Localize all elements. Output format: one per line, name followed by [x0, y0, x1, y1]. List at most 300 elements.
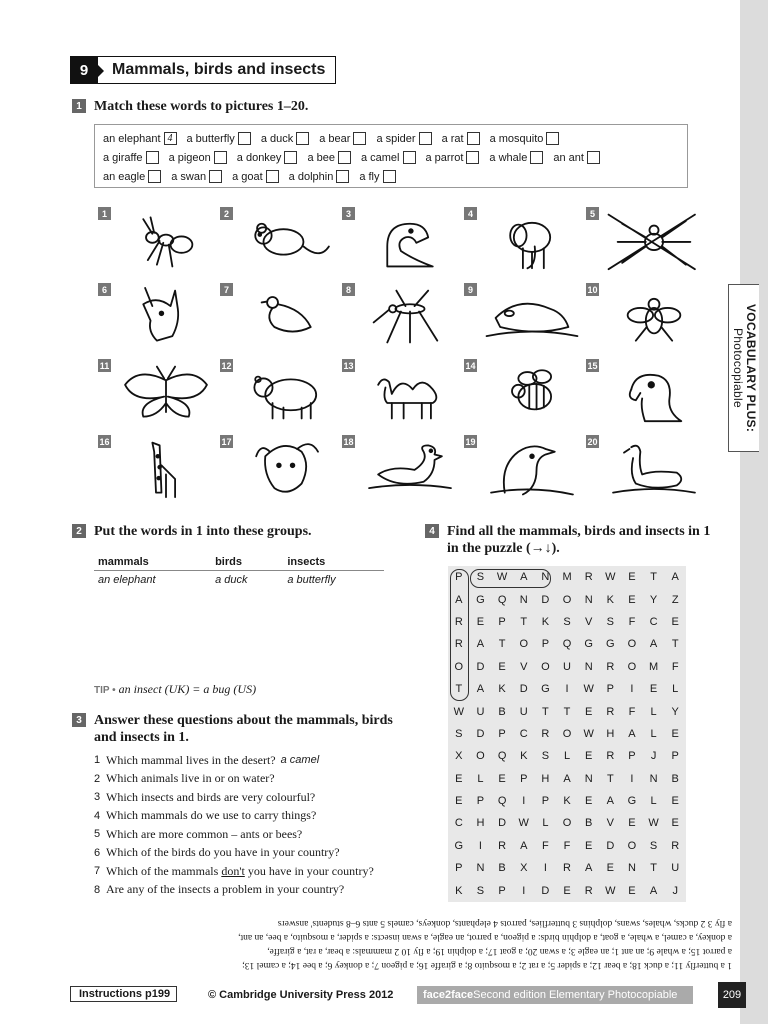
puzzle-letter[interactable]: A: [649, 884, 658, 897]
puzzle-letter[interactable]: V: [606, 817, 614, 830]
puzzle-letter[interactable]: N: [519, 593, 528, 606]
puzzle-letter[interactable]: W: [583, 727, 594, 740]
question-number: 2: [94, 772, 101, 785]
puzzle-letter[interactable]: H: [476, 817, 485, 830]
picture-number: 5: [586, 207, 599, 220]
picture-12: [220, 359, 336, 427]
answer-box[interactable]: [146, 151, 159, 164]
puzzle-letter[interactable]: A: [455, 593, 463, 606]
word-item: [489, 151, 543, 164]
picture-number: 15: [587, 360, 598, 371]
puzzle-letter[interactable]: T: [606, 772, 614, 785]
puzzle-letter[interactable]: B: [498, 705, 506, 718]
groups-header-insects: insects: [283, 554, 384, 571]
puzzle-letter[interactable]: F: [563, 839, 571, 852]
word-label: a swan: [171, 170, 207, 183]
puzzle-letter[interactable]: N: [541, 571, 550, 584]
puzzle-letter[interactable]: J: [672, 884, 678, 897]
puzzle-letter[interactable]: E: [584, 750, 593, 763]
answer-box[interactable]: [209, 170, 222, 183]
puzzle-letter[interactable]: E: [649, 683, 658, 696]
puzzle-letter[interactable]: F: [542, 839, 549, 852]
puzzle-row: [448, 790, 686, 812]
mosquito-icon: [360, 283, 460, 351]
puzzle-letter[interactable]: A: [671, 571, 679, 584]
puzzle-letter[interactable]: U: [476, 705, 485, 718]
puzzle-letter[interactable]: W: [605, 571, 616, 584]
puzzle-letter[interactable]: G: [606, 638, 615, 651]
puzzle-row: [448, 633, 686, 655]
ant-icon: [116, 207, 216, 275]
duck-icon: [360, 435, 460, 503]
puzzle-letter[interactable]: S: [606, 615, 614, 628]
picture-11: [98, 359, 214, 427]
question-number: 3: [94, 791, 101, 804]
puzzle-letter[interactable]: I: [630, 683, 634, 696]
puzzle-letter[interactable]: M: [649, 660, 659, 673]
word-label: a giraffe: [103, 151, 143, 164]
question-number: 4: [94, 809, 101, 822]
picture-number: 2: [220, 207, 233, 220]
puzzle-letter[interactable]: K: [455, 884, 463, 897]
picture-2: [220, 207, 336, 275]
ex4-instruction: Find all the mammals, birds and insects in 1 in the puzzle (→↓).: [447, 524, 711, 556]
puzzle-letter[interactable]: R: [606, 660, 615, 673]
puzzle-letter[interactable]: H: [606, 727, 615, 740]
word-item: [553, 151, 600, 164]
puzzle-letter[interactable]: K: [520, 750, 528, 763]
answer-box[interactable]: [284, 151, 297, 164]
picture-number: 18: [343, 436, 354, 447]
question-number: 1: [94, 754, 101, 767]
puzzle-letter[interactable]: T: [671, 638, 679, 651]
ex1-instruction: Match these words to pictures 1–20.: [94, 99, 309, 114]
word-item: [171, 170, 222, 183]
picture-number: 8: [342, 283, 355, 296]
ex3-number: 3: [72, 713, 86, 727]
picture-15: [586, 359, 702, 427]
puzzle-letter[interactable]: O: [519, 638, 529, 651]
puzzle-letter[interactable]: P: [520, 772, 528, 785]
puzzle-letter[interactable]: C: [649, 615, 658, 628]
picture-number: 1: [98, 207, 111, 220]
picture-10: [586, 283, 702, 351]
goat-icon: [238, 435, 338, 503]
puzzle-letter[interactable]: P: [498, 884, 506, 897]
answer-box[interactable]: [353, 132, 366, 145]
puzzle-letter[interactable]: A: [476, 638, 485, 651]
picture-number: 10: [587, 284, 598, 295]
puzzle-letter[interactable]: D: [606, 839, 615, 852]
puzzle-letter[interactable]: N: [476, 862, 485, 875]
answer-line: a parrot 15; a whale 9; an ant 1; an eagle 3; a swan 20; a goat 17; a dolphin 19; a fly 10 2 mammals: a bear, a rat, a giraffe,: [267, 946, 732, 956]
puzzle-letter[interactable]: E: [671, 727, 679, 740]
answer-box[interactable]: [338, 151, 351, 164]
answer-box[interactable]: [336, 170, 349, 183]
answer-line: a donkey, a camel, a whale, a goat, a dolphin birds: a pigeon, a parrot, an eagle, a swan insects: a spider, a mosquito, a bee, an ant,: [238, 932, 732, 942]
word-label: a pigeon: [168, 151, 211, 164]
tip-label: TIP •: [94, 685, 116, 696]
question-text: Which of the mammals: [106, 863, 222, 878]
answer-box[interactable]: [403, 151, 416, 164]
puzzle-letter[interactable]: B: [671, 772, 679, 785]
puzzle-letter[interactable]: A: [520, 571, 528, 584]
question-number: 6: [94, 846, 101, 859]
puzzle-letter[interactable]: O: [541, 660, 550, 673]
donkey-icon: [116, 283, 216, 351]
puzzle-letter[interactable]: O: [627, 839, 637, 852]
puzzle-letter[interactable]: A: [563, 772, 571, 785]
instructions-link[interactable]: Instructions p199: [70, 986, 177, 1002]
page-number: 209: [718, 982, 746, 1008]
ex3-instruction: Answer these questions about the mammals, birds and insects in 1.: [94, 713, 393, 745]
puzzle-row: [448, 857, 686, 879]
word-label: a bee: [307, 151, 335, 164]
side-tab-subtitle: Photocopiable: [731, 328, 745, 408]
answer-box[interactable]: [383, 170, 396, 183]
puzzle-letter[interactable]: O: [627, 660, 637, 673]
puzzle-letter[interactable]: F: [671, 660, 679, 673]
picture-number: 14: [465, 360, 476, 371]
word-row: [103, 167, 687, 186]
picture-5: [586, 207, 702, 275]
puzzle-letter[interactable]: G: [541, 683, 550, 696]
puzzle-letter[interactable]: G: [476, 593, 485, 606]
puzzle-letter[interactable]: R: [584, 571, 593, 584]
puzzle-letter[interactable]: S: [649, 839, 658, 852]
pigeon-icon: [238, 283, 338, 351]
question-item: [94, 825, 414, 844]
puzzle-letter[interactable]: N: [584, 593, 593, 606]
puzzle-letter[interactable]: E: [628, 593, 636, 606]
puzzle-letter[interactable]: E: [584, 795, 593, 808]
word-label: a whale: [489, 151, 528, 164]
puzzle-letter[interactable]: P: [455, 862, 463, 875]
word-label: a rat: [441, 132, 464, 145]
puzzle-letter[interactable]: S: [476, 884, 485, 897]
puzzle-letter[interactable]: L: [672, 683, 679, 696]
answer-box[interactable]: [530, 151, 543, 164]
puzzle-letter[interactable]: D: [541, 884, 550, 897]
puzzle-letter[interactable]: O: [627, 638, 637, 651]
puzzle-row: [448, 588, 686, 610]
puzzle-letter[interactable]: D: [519, 683, 528, 696]
word-item: [232, 170, 279, 183]
puzzle-letter[interactable]: Q: [497, 795, 507, 808]
puzzle-letter[interactable]: P: [606, 683, 614, 696]
puzzle-letter[interactable]: T: [520, 615, 528, 628]
question-text: Which animals live in or on water?: [106, 771, 275, 786]
puzzle-letter[interactable]: E: [606, 862, 614, 875]
puzzle-letter[interactable]: N: [627, 862, 636, 875]
puzzle-letter[interactable]: T: [542, 705, 549, 718]
puzzle-letter[interactable]: S: [455, 727, 463, 740]
puzzle-letter[interactable]: S: [563, 615, 571, 628]
picture-grid: [98, 207, 706, 507]
whale-icon: [482, 283, 582, 351]
word-label: a parrot: [425, 151, 464, 164]
question-text: you have in your country?: [244, 863, 374, 878]
picture-number: 20: [587, 436, 598, 447]
puzzle-letter[interactable]: E: [584, 705, 593, 718]
answer-box[interactable]: [266, 170, 279, 183]
puzzle-letter[interactable]: W: [496, 571, 508, 584]
puzzle-letter[interactable]: E: [628, 571, 636, 584]
puzzle-letter[interactable]: P: [455, 571, 463, 584]
tip: [94, 682, 256, 697]
puzzle-letter[interactable]: D: [476, 660, 485, 673]
puzzle-letter[interactable]: P: [476, 795, 485, 808]
elephant-icon: [482, 207, 582, 275]
puzzle-letter[interactable]: S: [541, 750, 550, 763]
answer-box[interactable]: [466, 151, 479, 164]
question-text: Are any of the insects a problem in your country?: [106, 882, 345, 897]
puzzle-letter[interactable]: V: [520, 660, 528, 673]
puzzle-letter[interactable]: G: [584, 638, 593, 651]
puzzle-row: [448, 678, 686, 700]
puzzle-letter[interactable]: G: [454, 839, 464, 852]
puzzle-letter[interactable]: Y: [649, 593, 658, 606]
puzzle-letter[interactable]: R: [498, 839, 507, 852]
side-tab: [728, 284, 759, 452]
answer-box[interactable]: [419, 132, 432, 145]
picture-20: [586, 435, 702, 503]
puzzle-letter[interactable]: N: [584, 660, 593, 673]
puzzle-letter[interactable]: T: [650, 862, 657, 875]
unit-header: [70, 56, 336, 84]
puzzle-letter[interactable]: U: [519, 705, 528, 718]
puzzle-letter[interactable]: X: [520, 862, 528, 875]
puzzle-letter[interactable]: G: [627, 795, 637, 808]
puzzle-letter[interactable]: V: [584, 615, 593, 628]
side-strip: [740, 0, 768, 1024]
puzzle-letter[interactable]: N: [649, 772, 658, 785]
puzzle-letter[interactable]: A: [628, 727, 636, 740]
puzzle-letter[interactable]: L: [542, 817, 549, 830]
puzzle-letter[interactable]: P: [541, 638, 550, 651]
question-text: Which mammal lives in the desert?: [106, 752, 276, 767]
puzzle-letter[interactable]: C: [454, 817, 463, 830]
word-row: [103, 129, 687, 148]
circled-word-swan: [470, 569, 551, 588]
puzzle-letter[interactable]: E: [671, 817, 679, 830]
giraffe-icon: [116, 435, 216, 503]
puzzle-letter[interactable]: H: [541, 772, 550, 785]
puzzle-letter[interactable]: O: [562, 727, 572, 740]
question-emphasis: don't: [221, 863, 245, 878]
brand-name: face2face: [423, 989, 474, 1001]
puzzle-letter[interactable]: L: [650, 795, 657, 808]
question-item: [94, 770, 414, 789]
ex1-number: 1: [72, 99, 86, 113]
puzzle-letter[interactable]: W: [648, 817, 659, 830]
word-label: a butterfly: [186, 132, 235, 145]
puzzle-letter[interactable]: I: [565, 683, 569, 696]
word-label: a mosquito: [489, 132, 544, 145]
puzzle-letter[interactable]: O: [476, 750, 485, 763]
puzzle-letter[interactable]: R: [454, 638, 463, 651]
puzzle-letter[interactable]: K: [563, 795, 571, 808]
puzzle-letter[interactable]: R: [541, 727, 550, 740]
picture-17: [220, 435, 336, 503]
puzzle-letter[interactable]: T: [650, 571, 657, 584]
tip-text: an insect (UK) = a bug (US): [118, 682, 257, 696]
puzzle-letter[interactable]: A: [520, 839, 528, 852]
answer-line: 1 a butterfly 11; a duck 18; a bear 12; a spider 5; a rat 2; a mosquito 8; a giraffe 16; a pigeon 7; a donkey 6; a bee 14; a camel 13;: [242, 960, 732, 970]
puzzle-letter[interactable]: E: [498, 772, 506, 785]
word-search-grid: [448, 566, 686, 902]
puzzle-letter[interactable]: B: [584, 817, 593, 830]
puzzle-letter[interactable]: E: [476, 615, 485, 628]
puzzle-letter[interactable]: W: [605, 884, 616, 897]
puzzle-letter[interactable]: E: [671, 795, 679, 808]
puzzle-letter[interactable]: X: [455, 750, 463, 763]
word-item: [187, 132, 251, 145]
puzzle-letter[interactable]: Q: [497, 750, 507, 763]
puzzle-letter[interactable]: A: [584, 862, 593, 875]
puzzle-letter[interactable]: S: [476, 571, 485, 584]
puzzle-letter[interactable]: M: [562, 571, 572, 584]
puzzle-letter[interactable]: E: [584, 839, 593, 852]
puzzle-letter[interactable]: F: [628, 705, 636, 718]
puzzle-letter[interactable]: K: [498, 683, 506, 696]
puzzle-letter[interactable]: R: [584, 884, 593, 897]
answer-box[interactable]: [296, 132, 309, 145]
puzzle-letter[interactable]: O: [562, 593, 572, 606]
puzzle-letter[interactable]: L: [563, 750, 571, 763]
picture-number: 4: [464, 207, 477, 220]
question-item: [94, 862, 414, 881]
puzzle-letter[interactable]: J: [650, 750, 657, 763]
ex1-header: [72, 98, 308, 115]
puzzle-row: [448, 700, 686, 722]
puzzle-letter[interactable]: E: [628, 884, 636, 897]
answer-box[interactable]: [467, 132, 480, 145]
puzzle-letter[interactable]: W: [453, 705, 465, 718]
puzzle-letter[interactable]: W: [518, 817, 529, 830]
puzzle-letter[interactable]: E: [628, 817, 636, 830]
puzzle-letter[interactable]: R: [454, 615, 463, 628]
groups-table: [94, 554, 384, 589]
puzzle-letter[interactable]: A: [606, 795, 614, 808]
puzzle-letter[interactable]: O: [454, 660, 464, 673]
puzzle-letter[interactable]: B: [498, 862, 506, 875]
puzzle-letter[interactable]: D: [476, 727, 485, 740]
answer-box[interactable]: [214, 151, 227, 164]
groups-example-bird: a duck: [215, 574, 248, 586]
puzzle-letter[interactable]: I: [543, 862, 547, 875]
puzzle-letter[interactable]: I: [478, 839, 482, 852]
puzzle-letter[interactable]: P: [671, 750, 679, 763]
puzzle-letter[interactable]: R: [563, 862, 571, 875]
puzzle-letter[interactable]: W: [583, 683, 594, 696]
puzzle-letter[interactable]: E: [563, 884, 571, 897]
puzzle-letter[interactable]: P: [541, 795, 550, 808]
puzzle-letter[interactable]: Q: [562, 638, 572, 651]
puzzle-letter[interactable]: P: [498, 727, 506, 740]
puzzle-letter[interactable]: Q: [497, 593, 507, 606]
puzzle-letter[interactable]: I: [522, 884, 526, 897]
picture-6: [98, 283, 214, 351]
puzzle-letter[interactable]: U: [563, 660, 571, 673]
puzzle-letter[interactable]: E: [455, 772, 463, 785]
puzzle-letter[interactable]: C: [519, 727, 528, 740]
answer-key: [72, 912, 732, 972]
question-item: [94, 788, 414, 807]
answer-line: a fly 3 2 ducks, whales, swans, dolphins 3 butterflies, parrots 4 elephants, donkeys, camels 5 ants 6–8 students' answers: [277, 918, 732, 928]
answer-box[interactable]: [587, 151, 600, 164]
puzzle-letter[interactable]: R: [606, 705, 615, 718]
answer-box[interactable]: [546, 132, 559, 145]
puzzle-letter[interactable]: Z: [671, 593, 679, 606]
rat-icon: [238, 207, 338, 275]
word-item: [361, 151, 416, 164]
puzzle-letter[interactable]: F: [628, 615, 636, 628]
puzzle-letter[interactable]: Y: [671, 705, 679, 718]
question-text: Which insects and birds are very colourful?: [106, 789, 316, 804]
answer-box[interactable]: [238, 132, 251, 145]
word-item: [442, 132, 480, 145]
puzzle-letter[interactable]: E: [455, 795, 463, 808]
puzzle-letter[interactable]: D: [541, 593, 550, 606]
brand-edition: Second edition Elementary Photocopiable: [473, 989, 678, 1001]
puzzle-letter[interactable]: U: [671, 862, 680, 875]
puzzle-letter[interactable]: A: [476, 683, 485, 696]
puzzle-letter[interactable]: A: [649, 638, 658, 651]
puzzle-letter[interactable]: T: [563, 705, 571, 718]
word-item: [103, 132, 177, 145]
word-item: [426, 151, 480, 164]
puzzle-letter[interactable]: R: [671, 839, 680, 852]
puzzle-letter[interactable]: L: [650, 727, 657, 740]
word-item: [103, 151, 159, 164]
puzzle-letter[interactable]: T: [498, 638, 506, 651]
puzzle-letter[interactable]: P: [498, 615, 506, 628]
puzzle-letter[interactable]: I: [630, 772, 634, 785]
puzzle-letter[interactable]: I: [522, 795, 526, 808]
puzzle-letter[interactable]: R: [606, 750, 615, 763]
puzzle-letter[interactable]: L: [477, 772, 484, 785]
puzzle-letter[interactable]: K: [606, 593, 614, 606]
answer-box[interactable]: [148, 170, 161, 183]
word-item: [307, 151, 351, 164]
puzzle-letter[interactable]: L: [650, 705, 657, 718]
picture-1: [98, 207, 214, 275]
puzzle-letter[interactable]: D: [498, 817, 507, 830]
word-label: an elephant: [103, 132, 161, 145]
puzzle-row: [448, 611, 686, 633]
puzzle-letter[interactable]: O: [562, 817, 572, 830]
puzzle-letter[interactable]: K: [541, 615, 550, 628]
word-label: a fly: [359, 170, 380, 183]
picture-13: [342, 359, 458, 427]
answer-box[interactable]: 4: [164, 132, 177, 145]
question-text: Which of the birds do you have in your country?: [106, 845, 340, 860]
picture-4: [464, 207, 580, 275]
puzzle-letter[interactable]: T: [455, 683, 463, 696]
picture-7: [220, 283, 336, 351]
word-label: a bear: [319, 132, 351, 145]
word-item: [169, 151, 227, 164]
puzzle-letter[interactable]: E: [498, 660, 506, 673]
question-item: [94, 807, 414, 826]
puzzle-letter[interactable]: N: [584, 772, 593, 785]
ex2-number: 2: [72, 524, 86, 538]
bee-icon: [482, 359, 582, 427]
puzzle-letter[interactable]: E: [671, 615, 679, 628]
picture-number: 19: [465, 436, 476, 447]
puzzle-letter[interactable]: P: [628, 750, 636, 763]
